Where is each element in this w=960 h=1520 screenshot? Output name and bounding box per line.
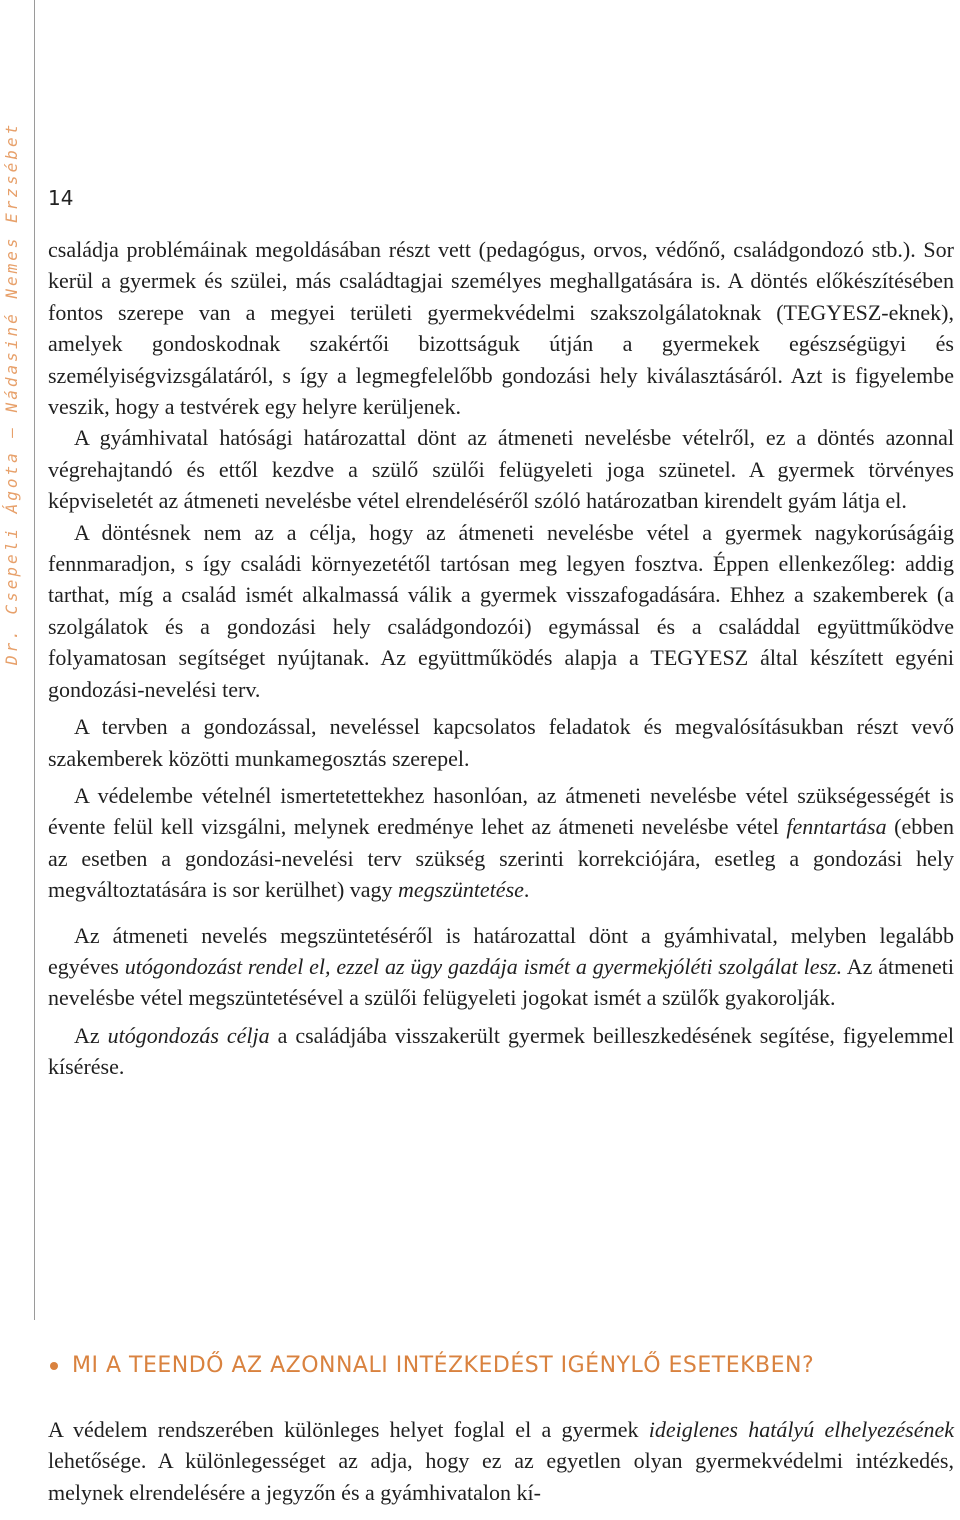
italic-phrase: utógondozás célja: [107, 1022, 270, 1048]
page-number: 14: [48, 186, 74, 210]
paragraph-5: [48, 780, 954, 906]
text-run: a családjába visszakerült gyermek beilleszkedésének segítése, figyelemmel kísérése.: [48, 1022, 954, 1080]
text-run: A védelem rendszerében különleges helyet foglal el a gyermek: [48, 1417, 649, 1442]
text-run: Az: [74, 1022, 108, 1048]
section-paragraph: [48, 1414, 954, 1508]
paragraph-1: [48, 234, 954, 422]
margin-rule: [34, 0, 35, 1320]
italic-phrase: fenntartása: [786, 814, 887, 840]
text-run: A gyámhivatal hatósági határozattal dönt az átmeneti nevelésbe vételről, ez a döntés azonnal végrehajtandó és ettől kezdve a szülő szülői felügyeleti joga szünetel. A gyermek törvényes képviseletét az átmeneti nevelésbe vétel elrendeléséről szóló határozatban kirendelt gyám látja el.: [48, 425, 954, 514]
text-run: A tervben a gondozással, neveléssel kapcsolatos feladatok és megvalósításukban részt vevő szakemberek közötti munkamegosztás szerepel.: [48, 714, 954, 771]
text-run: családja problémáinak megoldásában részt vett (pedagógus, orvos, védőnő, családgondozó stb.). Sor kerül a gyermek és szülei, más családtagjai személyes meghallgatására is. A döntés előkészítésében fontos szerepe van a megyei területi gyermekvédelmi szakszolgálatoknak (TEGYESZ-eknek), amelyek gondoskodnak szakértői bizottságuk útján a gyermekek egészségügyi és személyiségvizsgálatáról, s így a legmegfelelőbb gondozási hely kiválasztásáról. Azt is figyelembe veszik, hogy a testvérek egy helyre kerüljenek.: [48, 237, 954, 420]
italic-phrase: ideiglenes hatályú elhelyezésének: [648, 1417, 954, 1442]
text-run: .: [523, 877, 530, 903]
section-body: [48, 1414, 954, 1508]
text-run: Az átmeneti nevelésbe vétel megszüntetésével a szülői felügyeleti jogokat ismét a szülők gyakorolják.: [48, 953, 954, 1011]
text-run: Az átmeneti nevelés megszüntetéséről is határozattal dönt a gyámhivatal, melyben legalább egyéves: [48, 922, 954, 979]
paragraph-2: [48, 422, 954, 516]
section-heading-text: MI A TEENDŐ AZ AZONNALI INTÉZKEDÉST IGÉNYLŐ ESETEKBEN?: [72, 1353, 815, 1378]
section-heading: [48, 1353, 954, 1378]
paragraph-3: [48, 517, 954, 705]
text-run: lehetősége. A különlegességet az adja, hogy ez az egyetlen olyan gyermekvédelmi intézkedés, melynek elrendelésére a jegyzőn és a gyámhivatalon kí-: [48, 1448, 954, 1505]
text-run: (ebben az esetben a gondozási-nevelési terv szükség szerinti korrekciójára, esetleg a gondozási hely megváltoztatására is sor kerülhet) vagy: [48, 814, 955, 903]
paragraph-6: [48, 920, 954, 1014]
paragraph-7: [48, 1020, 954, 1083]
italic-phrase: utógondozást rendel el, ezzel az ügy gazdája ismét a gyermekjóléti szolgálat lesz.: [124, 953, 843, 979]
body-text: [48, 234, 954, 1083]
italic-phrase: megszüntetése: [398, 877, 524, 903]
text-run: A védelembe vételnél ismertetettekhez hasonlóan, az átmeneti nevelésbe vétel szükségességét is évente felül kell vizsgálni, melynek eredménye lehet az átmeneti nevelésbe vétel: [48, 782, 954, 840]
text-run: A döntésnek nem az a célja, hogy az átmeneti nevelésbe vétel a gyermek nagykorúságáig fennmaradjon, s így családi környezetétől tartósan meg legyen fosztva. Éppen ellenkezőleg: addig tarthat, míg a család ismét alkalmassá válik a gyermek visszafogadására. Ehhez a szakemberek (a szolgálatok és a gondozási hely családgondozói) egymással és a családdal együttműködve folyamatosan segítséget nyújtanak. Az együttműködés alapja a TEGYESZ által készített egyéni gondozási-nevelési terv.: [48, 519, 954, 702]
bullet-icon: [50, 1362, 58, 1370]
paragraph-4: [48, 711, 954, 774]
author-name: Dr. Csepeli Ágota – Nádasiné Nemes Erzsébet: [2, 121, 21, 665]
